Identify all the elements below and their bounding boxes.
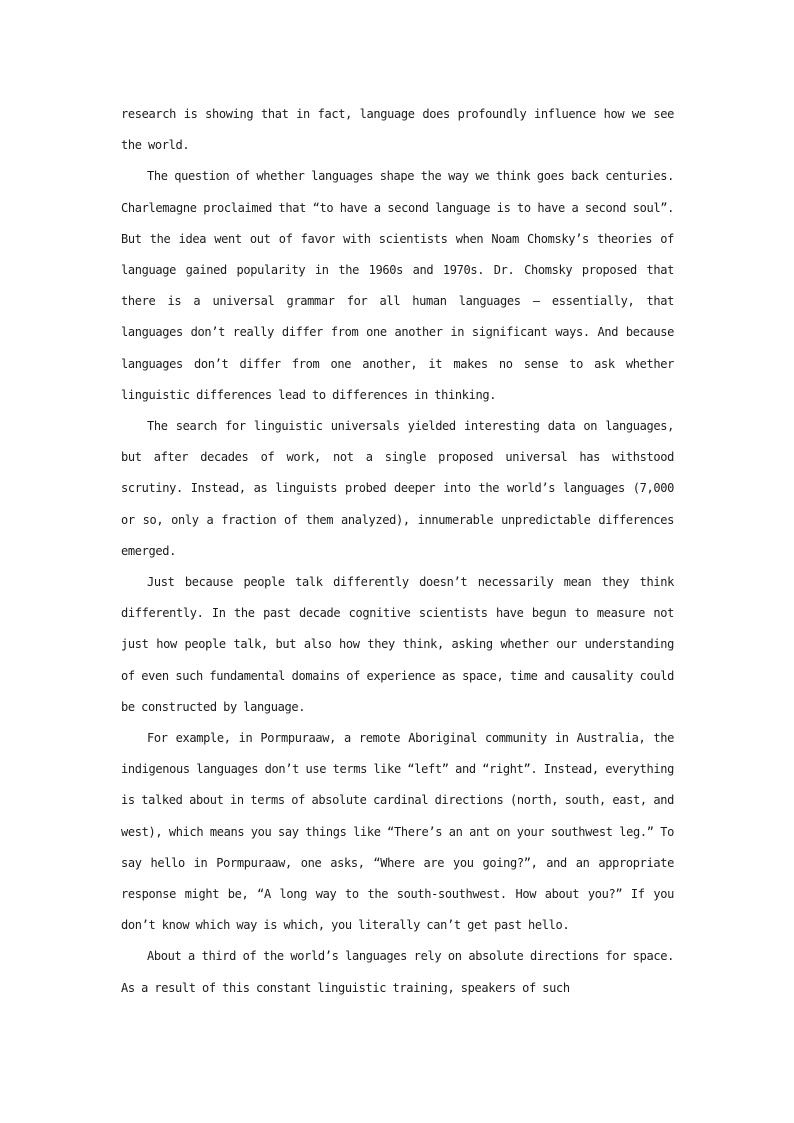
paragraph-1: research is showing that in fact, language does profoundly influence how we see the world.	[121, 107, 674, 153]
paragraph-6: About a third of the world’s languages rely on absolute directions for space. As a result of this constant linguistic training, speakers of such	[121, 949, 674, 995]
paragraph-4: Just because people talk differently doesn’t necessarily mean they think differently. In the past decade cognitive scientists have begun to measure not just how people talk, but also how they think, asking whether our understanding of even such fundamental domains of experience as space, time and causality could be constructed by language.	[121, 575, 674, 714]
document-page	[121, 99, 674, 1004]
paragraph-5: For example, in Pormpuraaw, a remote Aboriginal community in Australia, the indigenous languages don’t use terms like “left” and “right”. Instead, everything is talked about in terms of absolute cardinal directions (north, south, east, and west), which means you say things like “There’s an ant on your southwest leg.” To say hello in Pormpuraaw, one asks, “Where are you going?”, and an appropriate response might be, “A long way to the south-southwest. How about you?” If you don’t know which way is which, you literally can’t get past hello.	[121, 731, 674, 933]
paragraph-3: The search for linguistic universals yielded interesting data on languages, but after decades of work, not a single proposed universal has withstood scrutiny. Instead, as linguists probed deeper into the world’s languages (7,000 or so, only a fraction of them analyzed), innumerable unpredictable differences emerged.	[121, 419, 674, 558]
paragraph-2: The question of whether languages shape the way we think goes back centuries. Charlemagne proclaimed that “to have a second language is to have a second soul”. But the idea went out of favor with scientists when Noam Chomsky’s theories of language gained popularity in the 1960s and 1970s. Dr. Chomsky proposed that there is a universal grammar for all human languages — essentially, that languages don’t really differ from one another in significant ways. And because languages don’t differ from one another, it makes no sense to ask whether linguistic differences lead to differences in thinking.	[121, 169, 674, 402]
